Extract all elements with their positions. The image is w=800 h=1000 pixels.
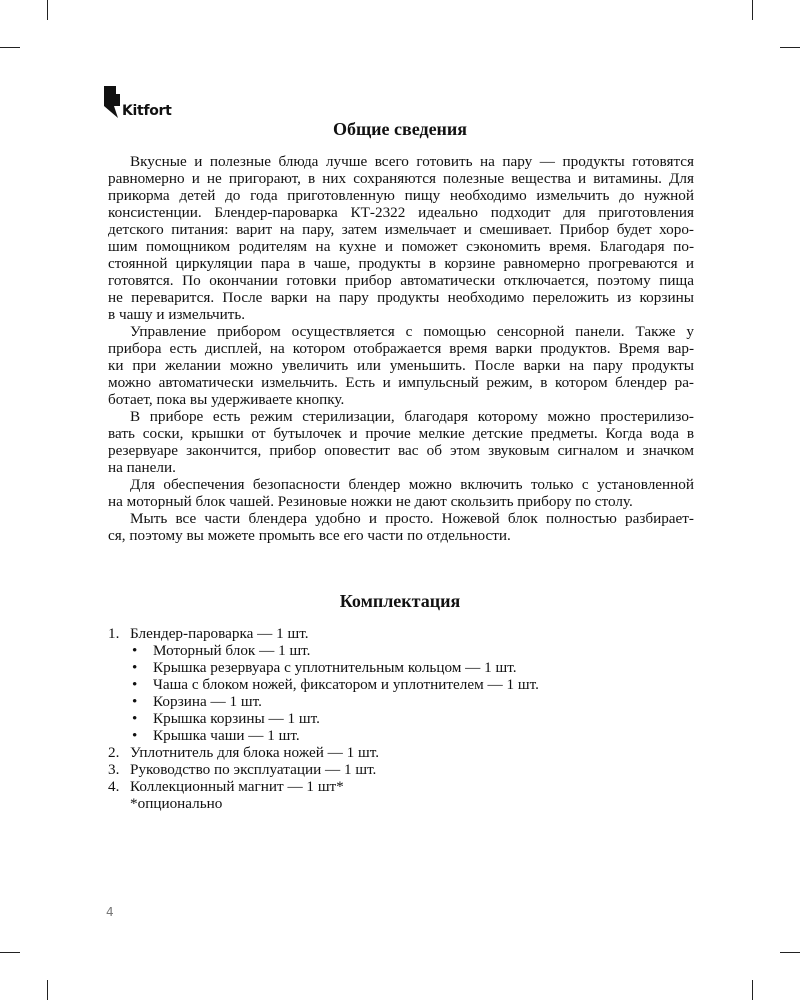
text-line: ботает, пока вы удерживаете кнопку. <box>108 391 345 408</box>
text-line: готовятся. По окончании готовки прибор автоматически отключается, поэтому пища <box>108 272 694 289</box>
page-number: 4 <box>106 905 114 919</box>
general-info-text <box>108 153 694 544</box>
list-marker: 4. <box>108 778 120 795</box>
crop-mark <box>780 952 800 953</box>
bullet-marker: • <box>132 642 138 659</box>
text-line: Вкусные и полезные блюда лучше всего готовить на пару — продукты готовятся <box>130 153 694 170</box>
text-line: прибора есть дисплей, на котором отображается время варки продуктов. Время вар- <box>108 340 694 357</box>
crop-mark <box>0 952 20 953</box>
text-line: можно автоматически измельчить. Есть и импульсный режим, в котором блендер ра- <box>108 374 694 391</box>
list-marker: 3. <box>108 761 120 778</box>
list-subitem <box>108 693 539 710</box>
list-item-text: Чаша с блоком ножей, фиксатором и уплотнителем — 1 шт. <box>153 676 539 693</box>
list-item-text: Блендер-пароварка — 1 шт. <box>130 625 309 642</box>
list-subitem <box>108 659 539 676</box>
list-item-text: Корзина — 1 шт. <box>153 693 262 710</box>
bullet-marker: • <box>132 710 138 727</box>
list-item-text: Уплотнитель для блока ножей — 1 шт. <box>130 744 380 761</box>
crop-mark <box>47 980 48 1000</box>
crop-mark <box>780 47 800 48</box>
crop-mark <box>752 0 753 20</box>
text-line: на моторный блок чашей. Резиновые ножки не дают скользить прибору по столу. <box>108 493 633 510</box>
list-subitem <box>108 710 539 727</box>
list-item-text: Коллекционный магнит — 1 шт* <box>130 778 344 795</box>
text-line: Для обеспечения безопасности блендер можно включить только с установленной <box>130 476 694 493</box>
text-line: в чашу и измельчить. <box>108 306 246 323</box>
text-line: шим помощником родителям на кухне и поможет сэкономить время. Благодаря по- <box>108 238 694 255</box>
list-item-text: Моторный блок — 1 шт. <box>153 642 311 659</box>
list-subitem <box>108 676 539 693</box>
text-line: В приборе есть режим стерилизации, благодаря которому можно простерилизо- <box>130 408 694 425</box>
brand-logo-text: Kitfort <box>122 103 172 119</box>
list-item <box>108 625 539 642</box>
bullet-marker: • <box>132 727 138 744</box>
bullet-marker: • <box>132 693 138 710</box>
text-line: резервуаре закончится, прибор оповестит вас об этом звуковым сигналом и значком <box>108 442 694 459</box>
list-item-text: Крышка резервуара с уплотнительным кольцом — 1 шт. <box>153 659 517 676</box>
text-line: на панели. <box>108 459 176 476</box>
crop-mark <box>0 47 20 48</box>
list-item-text: Крышка чаши — 1 шт. <box>153 727 300 744</box>
bullet-marker: • <box>132 676 138 693</box>
text-line: Мыть все части блендера удобно и просто. Ножевой блок полностью разбирает- <box>130 510 694 527</box>
text-line: Управление прибором осуществляется с помощью сенсорной панели. Также у <box>130 323 694 340</box>
list-item <box>108 761 539 778</box>
section-title-general: Общие сведения <box>332 119 468 139</box>
list-subitem <box>108 727 539 744</box>
list-marker: 1. <box>108 625 120 642</box>
list-item <box>108 744 539 761</box>
text-line: ся, поэтому вы можете промыть все его части по отдельности. <box>108 527 511 544</box>
bullet-marker: • <box>132 659 138 676</box>
list-subitem <box>108 642 539 659</box>
text-line: вать соски, крышки от бутылочек и прочие мелкие детские предметы. Когда вода в <box>108 425 694 442</box>
list-item-text: Крышка корзины — 1 шт. <box>153 710 320 727</box>
section-title-kit: Комплектация <box>339 591 461 611</box>
list-item-text: Руководство по эксплуатации — 1 шт. <box>130 761 377 778</box>
optional-note: *опционально <box>130 795 223 812</box>
list-marker: 2. <box>108 744 120 761</box>
list-item <box>108 778 539 795</box>
kit-list <box>108 625 539 812</box>
text-line: не переварится. После варки на пару продукты необходимо переложить из корзины <box>108 289 694 306</box>
text-line: детского питания: варит на пару, затем измельчает и смешивает. Прибор будет хоро- <box>108 221 694 238</box>
text-line: консистенции. Блендер-пароварка КТ-2322 идеально подходит для приготовления <box>108 204 694 221</box>
text-line: стоянной циркуляции пара в чаше, продукты в корзине равномерно прогреваются и <box>108 255 694 272</box>
text-line: ки при желании можно увеличить или уменьшить. После варки на пару продукты <box>108 357 694 374</box>
crop-mark <box>47 0 48 20</box>
text-line: равномерно и не пригорают, в них сохраняются полезные вещества и витамины. Для <box>108 170 694 187</box>
text-line: прикорма детей до года приготовленную пищу необходимо измельчить до нужной <box>108 187 694 204</box>
crop-mark <box>752 980 753 1000</box>
